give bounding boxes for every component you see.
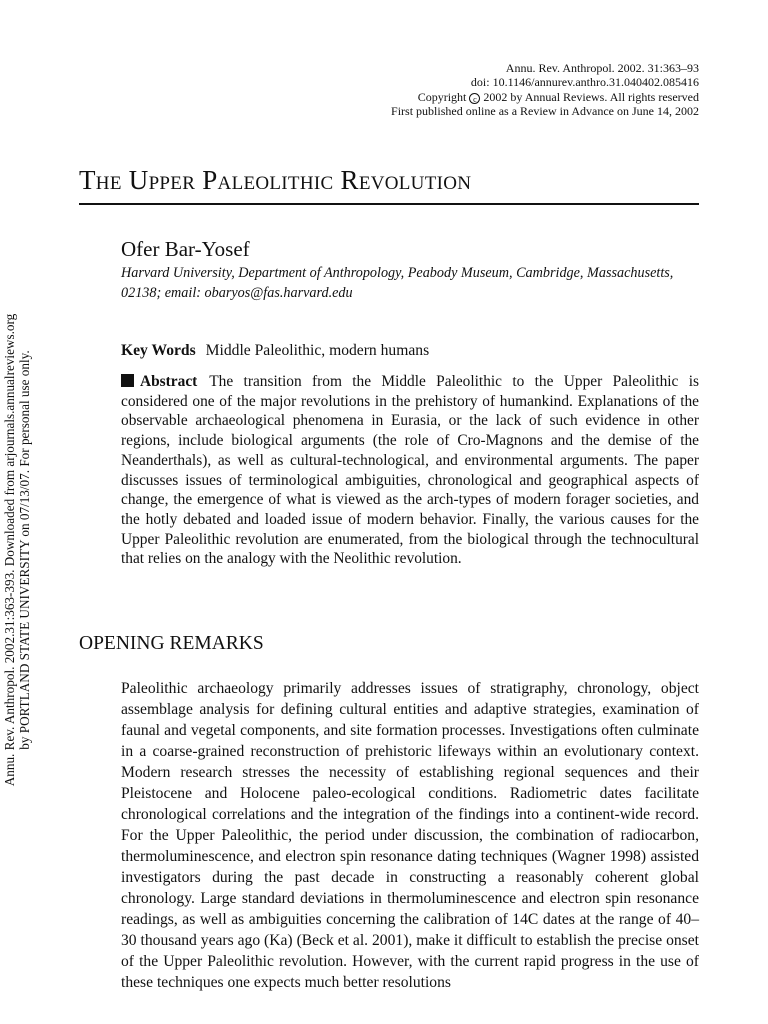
first-published-line: First published online as a Review in Advance on June 14, 2002 (391, 103, 699, 118)
download-notice-line-1: Annu. Rev. Anthropol. 2002.31:363-393. Downloaded from arjournals.annualreviews.org (2, 313, 17, 787)
download-notice-line-2: by PORTLAND STATE UNIVERSITY on 07/13/07. For personal use only. (17, 350, 32, 750)
copyright-suffix: 2002 by Annual Reviews. All rights reserved (483, 89, 699, 104)
article-title: The Upper Paleolithic Revolution (79, 165, 472, 195)
abstract-text: The transition from the Middle Paleolithic to the Upper Paleolithic is considered one of the major revolutions in the prehistory of humankind. Explanations of the observable archaeological phenomena in Eurasia, or the lack of such evidence in other regions, include biological arguments (the role of Cro-Magnons and the demise of the Neanderthals), as well as cultural-technological, and environmental arguments. The paper discusses issues of terminological ambiguities, chronological and geographical aspects of change, the emergence of what is viewed as the arch-types of modern forager societies, and the hotly debated and loaded issue of modern behavior. Finally, the various causes for the Upper Paleolithic revolution are enumerated, from the biological through the technocultural that relies on the analogy with the Neolithic revolution. (121, 373, 699, 568)
square-bullet-icon (121, 374, 134, 387)
citation-header (391, 61, 699, 118)
author-name: Ofer Bar-Yosef (121, 237, 250, 261)
download-notice (2, 270, 32, 830)
title-divider (79, 203, 699, 205)
keywords-line (121, 341, 429, 361)
keywords-text: Middle Paleolithic, modern humans (205, 342, 430, 359)
copyright-line (391, 90, 699, 104)
body-paragraph: Paleolithic archaeology primarily addresses issues of stratigraphy, chronology, object assemblage analysis for defining cultural entities and adaptive strategies, examination of faunal and vegetal components, and site formation processes. Investigations often culminate in a coarse-grained reconstruction of prehistoric lifeways within an evolutionary context. Modern research stresses the necessity of establishing regional sequences and their Pleistocene and Holocene paleo-ecological conditions. Radiometric dates facilitate chronological correlations and the integration of the findings into a continent-wide record. For the Upper Paleolithic, the period under discussion, the combination of radiocarbon, thermoluminescence, and electron spin resonance dating techniques (Wagner 1998) assisted investigators during the past decade in constructing a reasonably coherent global chronology. Large standard deviations in thermoluminescence and electron spin resonance readings, as well as ambiguities concerning the calibration of 14C dates at the range of 40–30 thousand years ago (Ka) (Beck et al. 2001), make it difficult to establish the precise onset of the Upper Paleolithic revolution. However, with the current rapid progress in the use of these techniques one expects much better resolutions (121, 680, 699, 991)
journal-citation: Annu. Rev. Anthropol. 2002. 31:363–93 (505, 61, 699, 75)
abstract-block (121, 372, 699, 569)
section-heading: OPENING REMARKS (79, 633, 264, 654)
abstract-label: Abstract (140, 373, 198, 390)
copyright-prefix: Copyright (417, 89, 467, 104)
copyright-icon: c (469, 93, 480, 104)
keywords-label: Key Words (121, 342, 196, 359)
author-affiliation: Harvard University, Department of Anthropology, Peabody Museum, Cambridge, Massachusetts, 02138; email: obaryos@fas.harvard.edu (121, 265, 674, 301)
doi-text: doi: 10.1146/annurev.anthro.31.040402.085416 (470, 75, 699, 90)
